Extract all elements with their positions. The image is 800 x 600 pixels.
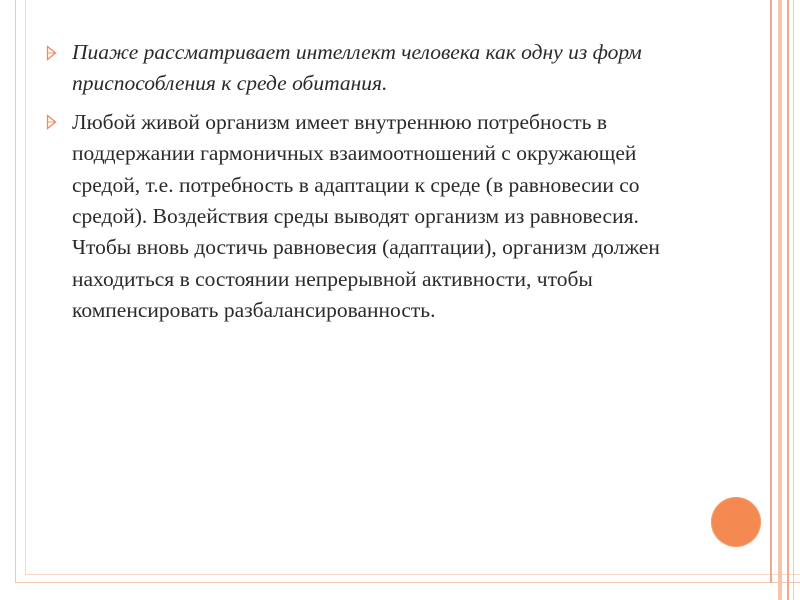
right-decor-bar: [778, 0, 782, 600]
bullet-marker-icon: [42, 107, 60, 138]
right-decor-bar: [793, 0, 794, 600]
bullet-marker-icon: [42, 37, 60, 68]
right-decor-bar: [787, 0, 789, 600]
bullet-item: [42, 107, 697, 327]
bullet-text: Любой живой организм имеет внутреннюю потребность в поддержании гармоничных взаимоотношений с окружающей средой, т.е. потребность в адаптации к среде (в равновесии со средой). Воздействия среды выводят организм из равновесия. Чтобы вновь достичь равновесия (адаптации), организм должен находиться в состоянии непрерывной активности, чтобы компенсировать разбалансированность.: [72, 109, 660, 323]
orange-circle-icon: [711, 497, 761, 547]
bullet-text: Пиаже рассматривает интеллект человека как одну из форм приспособления к среде обитания.: [72, 40, 642, 96]
slide-content: [42, 37, 697, 334]
bullet-item: [42, 37, 697, 100]
right-decor-bar: [770, 0, 772, 583]
